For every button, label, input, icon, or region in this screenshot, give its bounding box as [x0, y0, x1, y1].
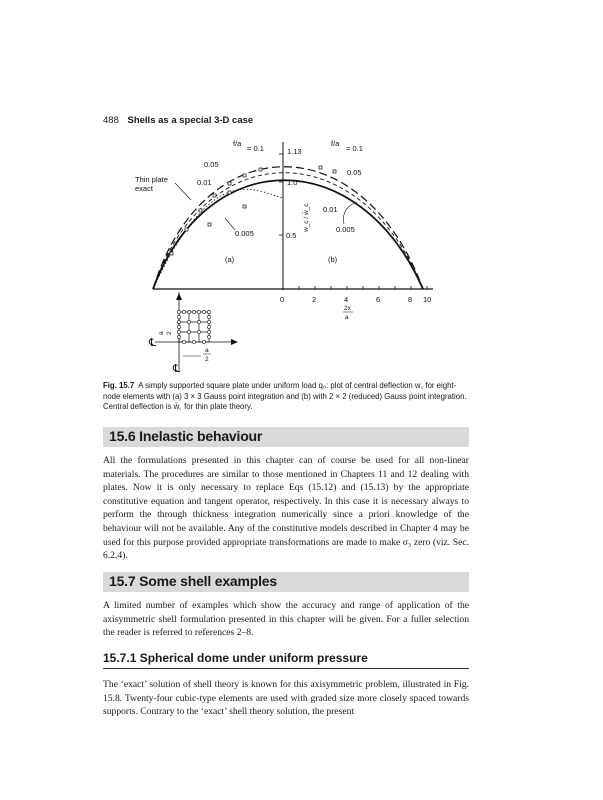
figure-caption — [103, 381, 469, 413]
x-tick-label-2: 2 — [312, 295, 317, 304]
mesh-grid — [179, 312, 209, 342]
leader-0.005-left — [225, 218, 235, 230]
x-axis-label-num: 2x — [344, 305, 351, 312]
label-1.13: 1.13 — [287, 147, 302, 156]
section-15-6-heading-band — [103, 427, 469, 447]
x-axis-label-den: a — [345, 314, 349, 321]
x-tick-label-0: 0 — [280, 295, 285, 304]
leader-0.005-right — [343, 202, 357, 224]
label-0.05-right: 0.05 — [347, 168, 362, 177]
caption-label: Fig. 15.7 — [103, 381, 135, 390]
label-0.05-left: 0.05 — [204, 160, 219, 169]
x-tick-label-6: 6 — [376, 295, 381, 304]
label-0.01-left: 0.01 — [197, 178, 212, 187]
label-0.01-right: 0.01 — [323, 205, 338, 214]
mesh-half-a-horizontal-num: a — [205, 347, 209, 354]
header-title: Shells as a special 3-D case — [127, 115, 254, 126]
centerline-symbol-vertical: ℄ — [173, 363, 181, 372]
mesh-nodes — [177, 310, 210, 343]
label-thin-plate: Thin plate — [135, 175, 168, 184]
mesh-half-a-horizontal-den: 2 — [205, 356, 209, 363]
section-15-7-1-paragraph: The ‘exact’ solution of shell theory is known for this axisymmetric problem, illustrated in Fig. 15.8. Twenty-four cubic-type elements are used with graded size more closely spaced towards supports. Contrary to the ‘exact’ shell theory solution, the present — [103, 679, 469, 718]
section-15-7-title: 15.7 Some shell examples — [109, 573, 277, 589]
x-tick-label-4: 4 — [344, 295, 349, 304]
label-panel-a: (a) — [225, 255, 235, 264]
label-f-over-a-left: f/a — [233, 140, 242, 148]
mesh-half-a-vertical-den: 2 — [166, 331, 173, 335]
section-15-7-1-title: 15.7.1 Spherical dome under uniform pressure — [103, 651, 368, 665]
figure-15-7 — [103, 140, 473, 372]
label-0.005-left: 0.005 — [235, 229, 254, 238]
section-15-7-1-rule — [103, 668, 469, 669]
section-15-7-paragraph: A limited number of examples which show the accuracy and range of application of the axisymmetric shell formulation presented in this chapter will be given. For a fuller selection the reader is referred to references 2–8. — [103, 600, 469, 639]
section-15-6-title: 15.6 Inelastic behaviour — [109, 428, 263, 444]
x-tick-label-10: 10 — [423, 295, 432, 304]
label-eq-0.1-left: = 0.1 — [247, 144, 264, 153]
curve-f-a-0.005-left — [153, 189, 283, 289]
centerline-symbol-horizontal: ℄ — [149, 337, 157, 349]
mesh-up-arrow — [176, 293, 182, 300]
label-0.005-right: 0.005 — [336, 225, 355, 234]
page-number: 488 — [103, 115, 119, 126]
label-exact: exact — [135, 184, 153, 193]
mesh-half-a-vertical-num: a — [158, 331, 165, 335]
caption-text: A simply supported square plate under uniform load q₀: plot of central deflection w꜀ for eight-node elements with (a) 3 × 3 Gauss point integration and (b) with 2 × 2 (reduced) Gauss point integration. Central deflection is w̄꜀ for thin plate theory. — [103, 381, 467, 411]
label-1.0: 1.0 — [287, 178, 298, 187]
leader-thin-plate — [175, 183, 191, 200]
label-panel-b: (b) — [328, 255, 338, 264]
y-axis-label: w_c / w̄_c — [303, 203, 310, 232]
section-15-6-paragraph: All the formulations presented in this chapter can of course be used for all non-linear materials. The procedures are similar to those mentioned in Chapters 11 and 12 dealing with plates. Now it is only necessary to replace Eqs (15.12) and (15.13) by the appropriate constitutive equation and tangent operator, respectively. In this case it is necessary always to perform the through thickness integration numerically since a priori knowledge of the behaviour will not be available. Any of the constitutive models described in Chapter 4 may be used for this purpose provided appropriate transformations are made to make σ₃ zero (viz. Sec. 6.2.4). — [103, 455, 469, 562]
section-15-7-heading-band — [103, 572, 469, 592]
label-f-over-a-right: f/a — [331, 140, 340, 148]
mesh-right-arrow — [231, 339, 238, 345]
label-0.5: 0.5 — [286, 231, 297, 240]
running-header — [103, 115, 253, 126]
x-tick-label-8: 8 — [408, 295, 413, 304]
label-eq-0.1-right: = 0.1 — [346, 144, 363, 153]
